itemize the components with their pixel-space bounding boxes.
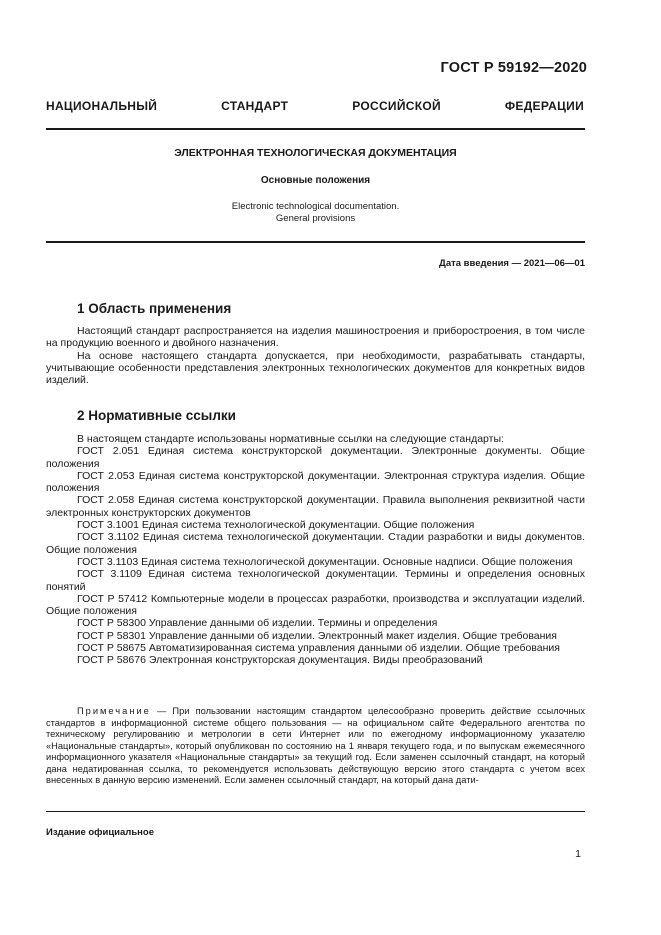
reference-item: ГОСТ 2.051 Единая система конструкторской документации. Электронные документы. Общие положения: [46, 445, 585, 470]
note-label: Примечание: [77, 706, 151, 716]
english-title-line-2: General provisions: [275, 212, 356, 224]
reference-item: ГОСТ Р 58300 Управление данными об изделии. Термины и определения: [77, 617, 438, 630]
official-edition-label: Издание официальное: [46, 827, 154, 838]
section-1-heading: 1 Область применения: [77, 301, 232, 316]
top-divider: [46, 128, 585, 130]
reference-item: ГОСТ 3.1109 Единая система технологической документации. Термины и определения основных понятий: [46, 568, 585, 593]
english-title-line-1: Electronic technological documentation.: [231, 201, 400, 212]
section-2-body: [46, 433, 585, 667]
note-block: [46, 706, 585, 787]
paragraph: Настоящий стандарт распространяется на изделия машиностроения и приборостроения, в том числе на продукцию военного и двойного назначения.: [46, 325, 585, 350]
page-number: 1: [575, 848, 581, 860]
footer-divider: [46, 811, 585, 812]
document-subtitle: Основные положения: [260, 175, 371, 186]
title-divider: [46, 241, 585, 243]
reference-item: ГОСТ 2.053 Единая система конструкторской документации. Электронная структура изделия. Общие положения: [46, 469, 585, 495]
note-text: — При пользовании настоящим стандартом целесообразно проверить действие ссылочных стандартов в информационной системе общего пользования — на официальном сайте Федерального агентства по техническому регулированию и метрологии в сети Интернет или по ежегодному информационному указателю «Национальные стандарты», который опубликован по состоянию на 1 января текущего года, и по выпускам ежемесячного информационного указателя «Национальные стандарты» за текущий год. Если заменен ссылочный стандарт, на который дана недатированная ссылка, то рекомендуется использовать действующую версию этого стандарта с учетом всех внесенных в данную версию изменений. Если заменен ссылочный стандарт, на который дана дати-: [46, 706, 585, 785]
reference-item: ГОСТ Р 57412 Компьютерные модели в процессах разработки, производства и эксплуатации изделий. Общие положения: [46, 592, 585, 618]
reference-item: ГОСТ Р 58301 Управление данными об изделии. Электронный макет изделия. Общие требования: [77, 629, 557, 642]
reference-item: ГОСТ Р 58675 Автоматизированная система управления данными об изделии. Общие требования: [77, 642, 560, 655]
standard-number: ГОСТ Р 59192—2020: [440, 60, 587, 76]
reference-item: ГОСТ 3.1102 Единая система технологической документации. Стадии разработки и виды документов. Общие положения: [46, 531, 585, 556]
section-1-body: [46, 325, 585, 386]
english-title: [46, 201, 585, 224]
document-title: ЭЛЕКТРОННАЯ ТЕХНОЛОГИЧЕСКАЯ ДОКУМЕНТАЦИЯ: [174, 147, 457, 159]
introduction-date: Дата введения — 2021—06—01: [439, 258, 585, 269]
reference-item: ГОСТ 3.1103 Единая система технологической документации. Основные надписи. Общие положения: [77, 555, 573, 568]
paragraph: На основе настоящего стандарта допускается, при необходимости, разрабатывать стандарты, учитывающие особенности представления электронных технологических документов для конкретных видов изделий.: [46, 349, 585, 387]
reference-item: ГОСТ 3.1001 Единая система технологической документации. Общие положения: [77, 519, 475, 532]
references-intro: В настоящем стандарте использованы нормативные ссылки на следующие стандарты:: [77, 433, 504, 445]
reference-item: ГОСТ 2.058 Единая система конструкторской документации. Правила выполнения реквизитной части электронных конструкторских документов: [46, 494, 585, 519]
national-standard-banner: НАЦИОНАЛЬНЫЙ СТАНДАРТ РОССИЙСКОЙ ФЕДЕРАЦИИ: [46, 99, 584, 113]
note-paragraph: [46, 706, 585, 787]
reference-item: ГОСТ Р 58676 Электронная конструкторская документация. Виды преобразований: [77, 654, 483, 667]
section-2-heading: 2 Нормативные ссылки: [77, 408, 236, 423]
